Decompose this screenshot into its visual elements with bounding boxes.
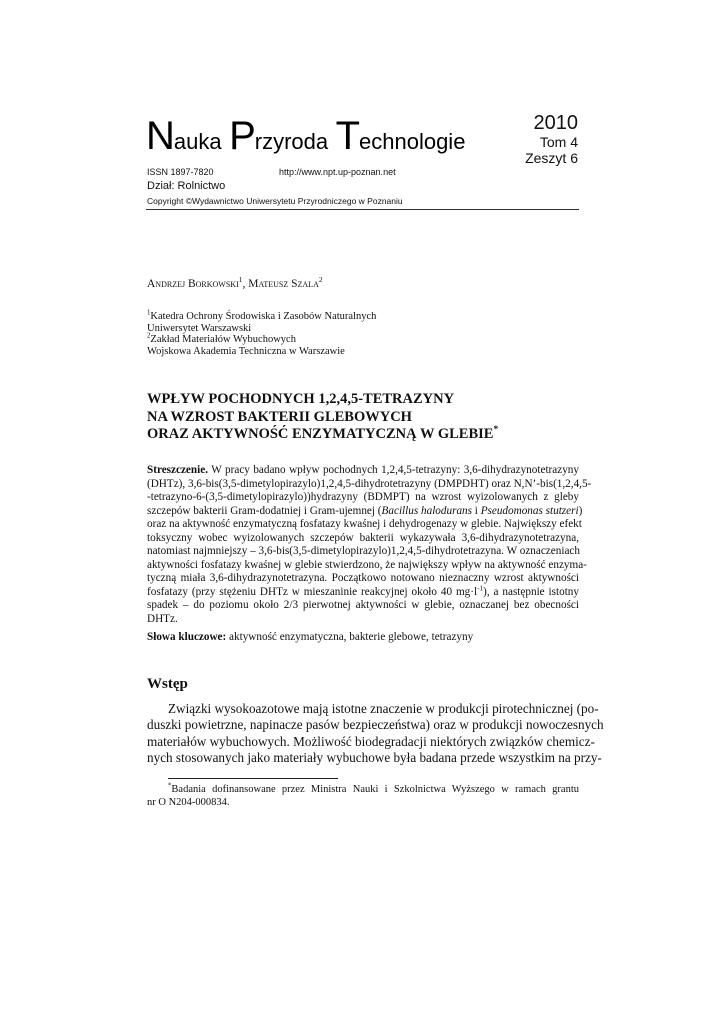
- section-label: Dział: Rolnictwo: [147, 180, 226, 192]
- abstract-line: DHTz.: [147, 612, 178, 625]
- author-list: [147, 275, 323, 290]
- article-title-line-2: NA WZROST BAKTERII GLEBOWYCH: [147, 408, 412, 425]
- keywords-label: Słowa kluczowe:: [147, 631, 227, 643]
- journal-title-word-1: auka: [173, 129, 222, 154]
- author-2-affiliation-mark: 2: [318, 275, 323, 285]
- abstract-line: natomiast najmniejszy – 3,6-bis(3,5-dimetylopirazylo)1,2,4,5-dihydrotetrazyna. W oznaczeniach: [147, 545, 580, 557]
- footnote-mark: *: [168, 782, 172, 790]
- article-title-line-1: WPŁYW POCHODNYCH 1,2,4,5-TETRAZYNY: [147, 391, 455, 407]
- keywords: [147, 631, 473, 643]
- abstract-line: toksyczny wobec wyizolowanych szczepów bakterii wykazywała 3,6-dihydrazynotetrazyna,: [147, 531, 579, 544]
- abstract-line: tyczną miała 3,6-dihydrazynotetrazyna. Początkowo notowano nieznaczny wzrost aktywności: [147, 572, 579, 584]
- author-1-affiliation-mark: 1: [238, 275, 243, 285]
- affiliation-line: [147, 334, 296, 345]
- journal-title-initial-2: P: [229, 114, 255, 158]
- article-title-line-3: ORAZ AKTYWNOŚĆ ENZYMATYCZNĄ W GLEBIE: [147, 426, 494, 442]
- author-2-last-name: Szala: [291, 278, 319, 290]
- journal-title-initial-3: T: [335, 114, 359, 158]
- author-1-first-name: Andrzej: [147, 278, 186, 290]
- affiliation-text: Uniwersytet Warszawski: [147, 323, 252, 334]
- journal-url: http://www.npt.up-poznan.net: [279, 167, 396, 177]
- journal-issue: Zeszyt 6: [525, 150, 578, 166]
- affiliation-text: Zakład Materiałów Wybuchowych: [150, 334, 296, 345]
- journal-year: 2010: [533, 112, 578, 134]
- abstract: [147, 464, 592, 626]
- journal-title-word-2: rzyroda: [254, 129, 329, 154]
- journal-title-word-3: echnologie: [359, 129, 466, 154]
- journal-title: [146, 114, 468, 159]
- article-title-line-3-wrap: [147, 426, 498, 444]
- intro-line: materiałów wybuchowych. Możliwość biodegradacji niektórych związków chemicz-: [147, 733, 595, 749]
- abstract-line: (DHTz), 3,6-bis(3,5-dimetylopirazylo)1,2,4,5-dihydrotetrazyny (DMPDHT) oraz N,N’-bis(1,2,4,5-: [147, 477, 592, 490]
- intro-line: Związki wysokoazotowe mają istotne znaczenie w produkcji pirotechnicznej (po-: [168, 701, 599, 716]
- author-2-first-name: Mateusz: [248, 278, 289, 290]
- species-name: Pseudomonas stutzeri: [480, 504, 579, 517]
- affiliation-line: [147, 323, 251, 334]
- affiliation-mark: 2: [147, 332, 151, 340]
- footnote-divider: [168, 778, 338, 779]
- abstract-line: -tetrazyno-6-(3,5-dimetylopirazylo))hydrazyny (BDMPT) na wzrost wyizolowanych z gleby: [147, 491, 579, 503]
- abstract-line: oraz na aktywność enzymatyczną fosfatazy kwaśnej i dehydrogenazy w glebie. Największy efekt: [147, 518, 582, 530]
- header-divider: [146, 209, 579, 210]
- species-name: Bacillus halodurans: [381, 504, 472, 517]
- keywords-text: aktywność enzymatyczna, bakterie glebowe, tetrazyny: [226, 631, 474, 643]
- footnote-line: nr O N204-000834.: [147, 797, 230, 808]
- affiliation-text: Katedra Ochrony Środowiska i Zasobów Naturalnych: [150, 311, 377, 322]
- abstract-line: fosfatazy (przy stężeniu DHTz w mieszaninie reakcyjnej około 40 $mg\cdot l^{-1}$), a następnie istotny: [147, 583, 579, 598]
- author-separator: ,: [242, 278, 249, 290]
- affiliation-text: Wojskowa Akademia Techniczna w Warszawie: [147, 346, 345, 357]
- intro-line: nych stosowanych jako materiały wybuchowe była badana przede wszystkim na przy-: [147, 749, 602, 765]
- copyright-notice: Copyright ©Wydawnictwo Uniwersytetu Przyrodniczego w Poznaniu: [147, 196, 403, 206]
- footnote: [147, 783, 579, 809]
- author-1-last-name: Borkowski: [187, 278, 239, 290]
- issn: ISSN 1897-7820: [147, 167, 214, 177]
- title-footnote-mark: *: [493, 425, 499, 436]
- abstract-line: aktywności fosfatazy kwaśnej w glebie stwierdzono, że największy wpływ na aktywność enzyma-: [147, 558, 587, 571]
- section-heading: Wstęp: [147, 676, 188, 692]
- journal-volume: Tom 4: [539, 134, 578, 150]
- article-title: [147, 391, 498, 444]
- abstract-label: Streszczenie.: [147, 464, 208, 476]
- affiliation-mark: 1: [147, 309, 151, 317]
- footnote-line: *Badania dofinansowane przez Ministra Nauki i Szkolnictwa Wyższego w ramach grantu: [168, 782, 579, 795]
- intro-line: duszki powietrzne, napinacze pasów bezpieczeństwa) oraz w produkcji nowoczesnych: [147, 717, 604, 733]
- affiliation-line: [147, 311, 376, 322]
- intro-paragraph: [147, 701, 604, 766]
- abstract-line: szczepów bakterii Gram-dodatniej i Gram-ujemnej (Bacillus halodurans i Pseudomonas stutzeri): [147, 504, 583, 517]
- abstract-line: spadek – do poziomu około 2/3 pierwotnej aktywności w glebie, oznaczanej bez obecności: [147, 599, 579, 611]
- affiliation-line: [147, 346, 345, 357]
- journal-title-initial-1: N: [146, 114, 174, 158]
- abstract-line: Streszczenie. W pracy badano wpływ pochodnych 1,2,4,5-tetrazyny: 3,6-dihydrazynotetrazyny: [147, 464, 579, 476]
